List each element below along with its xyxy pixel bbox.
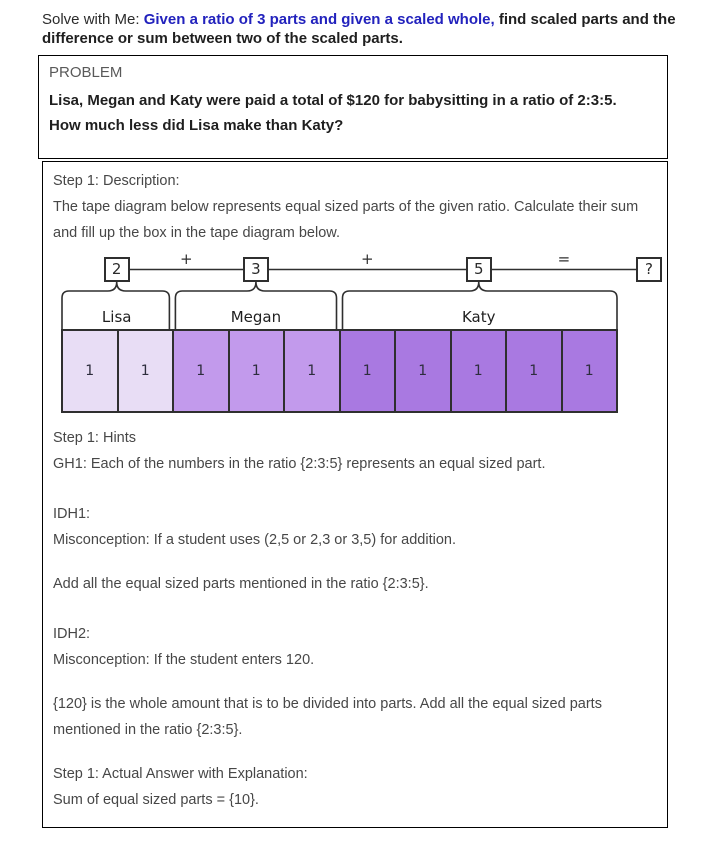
unit-cell-megan: 1 <box>174 331 230 411</box>
tape-diagram <box>53 251 668 417</box>
lesson-title-prefix: Solve with Me: <box>42 11 144 28</box>
unit-cell-katy: 1 <box>563 331 617 411</box>
page <box>0 10 705 843</box>
answer-block <box>53 761 657 813</box>
sum-answer-box[interactable]: ? <box>636 257 662 282</box>
idh2-hint: {120} is the whole amount that is to be divided into parts. Add all the equal sized parts mentioned in the ratio {2:3:5}. <box>53 696 602 738</box>
group-label-megan: Megan <box>230 308 282 326</box>
lesson-title-highlight: Given a ratio of 3 parts and given a scaled whole, <box>143 11 495 28</box>
group-label-katy: Katy <box>461 308 496 326</box>
plus-sign: + <box>361 250 374 268</box>
idh1-block <box>53 501 657 553</box>
idh1-hint: Add all the equal sized parts mentioned in the ratio {2:3:5}. <box>53 576 429 592</box>
unit-cell-katy: 1 <box>507 331 563 411</box>
plus-sign: + <box>180 250 193 268</box>
step1-description-title: Step 1: Description: <box>53 173 180 189</box>
step1-answer-text: Sum of equal sized parts = {10}. <box>53 792 259 808</box>
lesson-title-rest: find scaled parts and the difference or sum between two of the scaled parts. <box>42 11 676 47</box>
ratio-box-megan: 3 <box>243 257 269 282</box>
step1-description-text: The tape diagram below represents equal sized parts of the given ratio. Calculate their sum and fill up the box in the tape diagram below. <box>53 199 639 241</box>
idh1-misconception: Misconception: If a student uses (2,5 or 2,3 or 3,5) for addition. <box>53 532 456 548</box>
idh2-block <box>53 621 657 673</box>
tape-cells-row <box>61 329 618 413</box>
problem-question-line2: How much less did Lisa make than Katy? <box>49 117 344 134</box>
problem-box <box>38 55 668 159</box>
unit-cell-katy: 1 <box>452 331 508 411</box>
hint-gh1: GH1: Each of the numbers in the ratio {2:3:5} represents an equal sized part. <box>53 456 546 472</box>
step1-box <box>42 161 668 828</box>
equals-sign: = <box>557 250 571 268</box>
unit-cell-megan: 1 <box>230 331 286 411</box>
idh1-label: IDH1: <box>53 506 91 522</box>
idh2-label: IDH2: <box>53 626 91 642</box>
unit-cell-lisa: 1 <box>119 331 175 411</box>
unit-cell-katy: 1 <box>341 331 397 411</box>
unit-cell-katy: 1 <box>396 331 452 411</box>
step1-answer-title: Step 1: Actual Answer with Explanation: <box>53 766 308 782</box>
idh2-misconception: Misconception: If the student enters 120. <box>53 652 315 668</box>
unit-cell-megan: 1 <box>285 331 341 411</box>
problem-statement-line1: Lisa, Megan and Katy were paid a total of $120 for babysitting in a ratio of 2:3:5. <box>49 92 617 109</box>
step1-hints-title: Step 1: Hints <box>53 430 137 446</box>
hints-block <box>53 425 657 477</box>
problem-label: PROBLEM <box>49 64 123 81</box>
unit-cell-lisa: 1 <box>63 331 119 411</box>
ratio-box-lisa: 2 <box>104 257 130 282</box>
ratio-box-katy: 5 <box>466 257 492 282</box>
group-label-lisa: Lisa <box>101 308 132 326</box>
lesson-title <box>42 10 685 48</box>
